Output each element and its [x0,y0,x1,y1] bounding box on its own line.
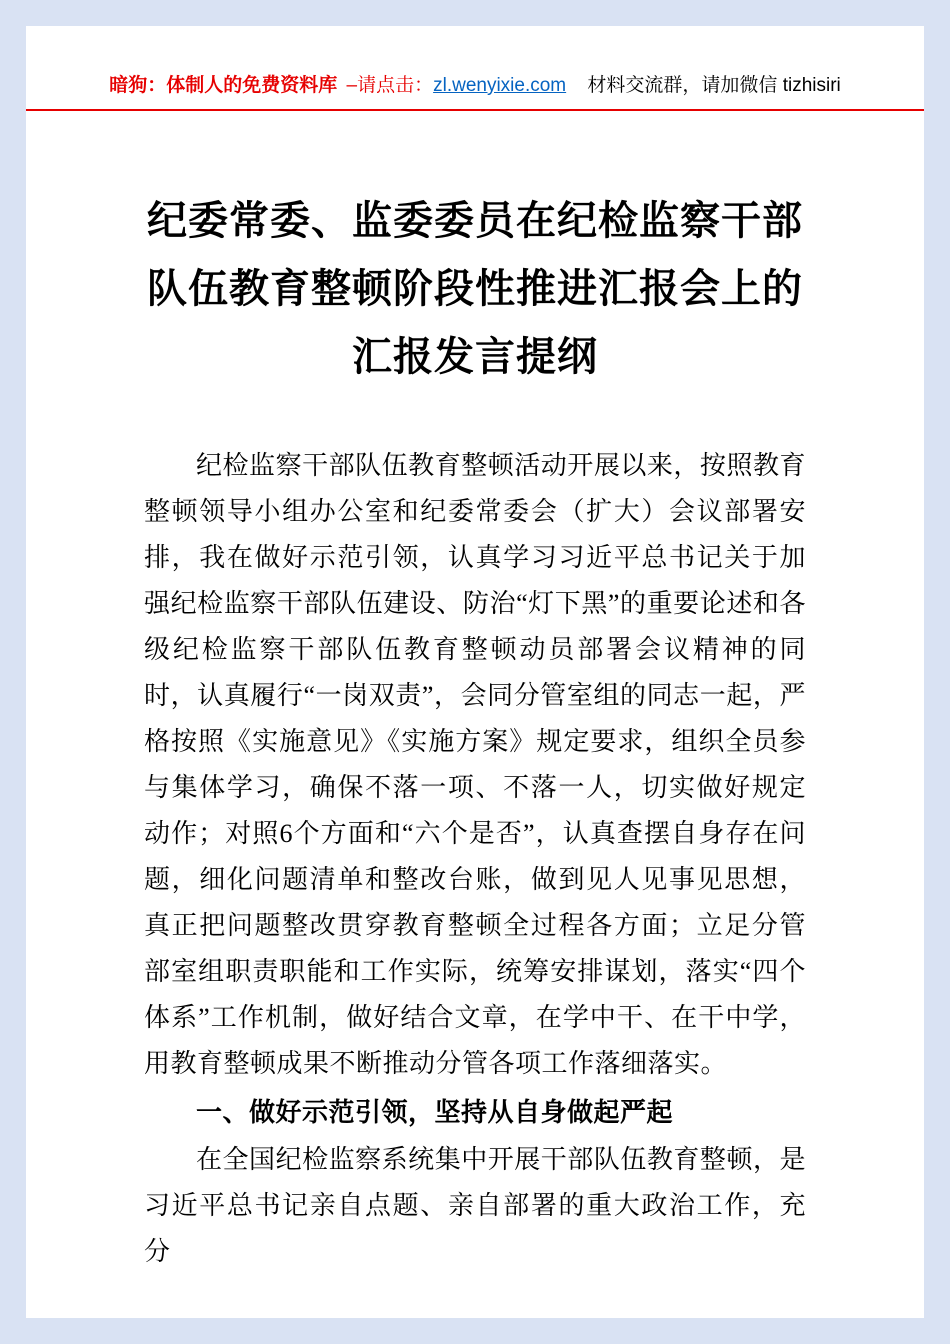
header-brand: 暗狗：体制人的免费资料库 [109,75,338,96]
header-link[interactable]: zl.wenyixie.com [433,75,567,96]
header-contact-text: 材料交流群，请加微信 tizhisiri [587,75,841,96]
paragraph-intro: 纪检监察干部队伍教育整顿活动开展以来，按照教育整顿领导小组办公室和纪委常委会（扩大）会议部署安排，我在做好示范引领，认真学习习近平总书记关于加强纪检监察干部队伍建设、防治“灯下黑”的重要论述和各级纪检监察干部队伍教育整顿动员部署会议精神的同时，认真履行“一岗双责”，会同分管室组的同志一起，严格按照《实施意见》《实施方案》规定要求，组织全员参与集体学习，确保不落一项、不落一人，切实做好规定动作；对照6个方面和“六个是否”，认真查摆自身存在问题，细化问题清单和整改台账，做到见人见事见思想，真正把问题整改贯穿教育整顿全过程各方面；立足分管部室组职责职能和工作实际，统筹安排谋划，落实“四个体系”工作机制，做好结合文章，在学中干、在干中学，用教育整顿成果不断推动分管各项工作落细落实。 [144,451,806,1078]
section-heading-1: 一、做好示范引领，坚持从自身做起严起 [196,1097,674,1127]
header-click-hint: –请点击： [346,75,434,96]
document-page [26,26,924,1318]
document-content [26,187,924,1275]
paragraph-section-1: 在全国纪检监察系统集中开展干部队伍教育整顿，是习近平总书记亲自点题、亲自部署的重大政治工作，充分 [144,1145,806,1266]
page-header [26,26,924,111]
document-title: 纪委常委、监委委员在纪检监察干部队伍教育整顿阶段性推进汇报会上的汇报发言提纲 [147,199,803,379]
